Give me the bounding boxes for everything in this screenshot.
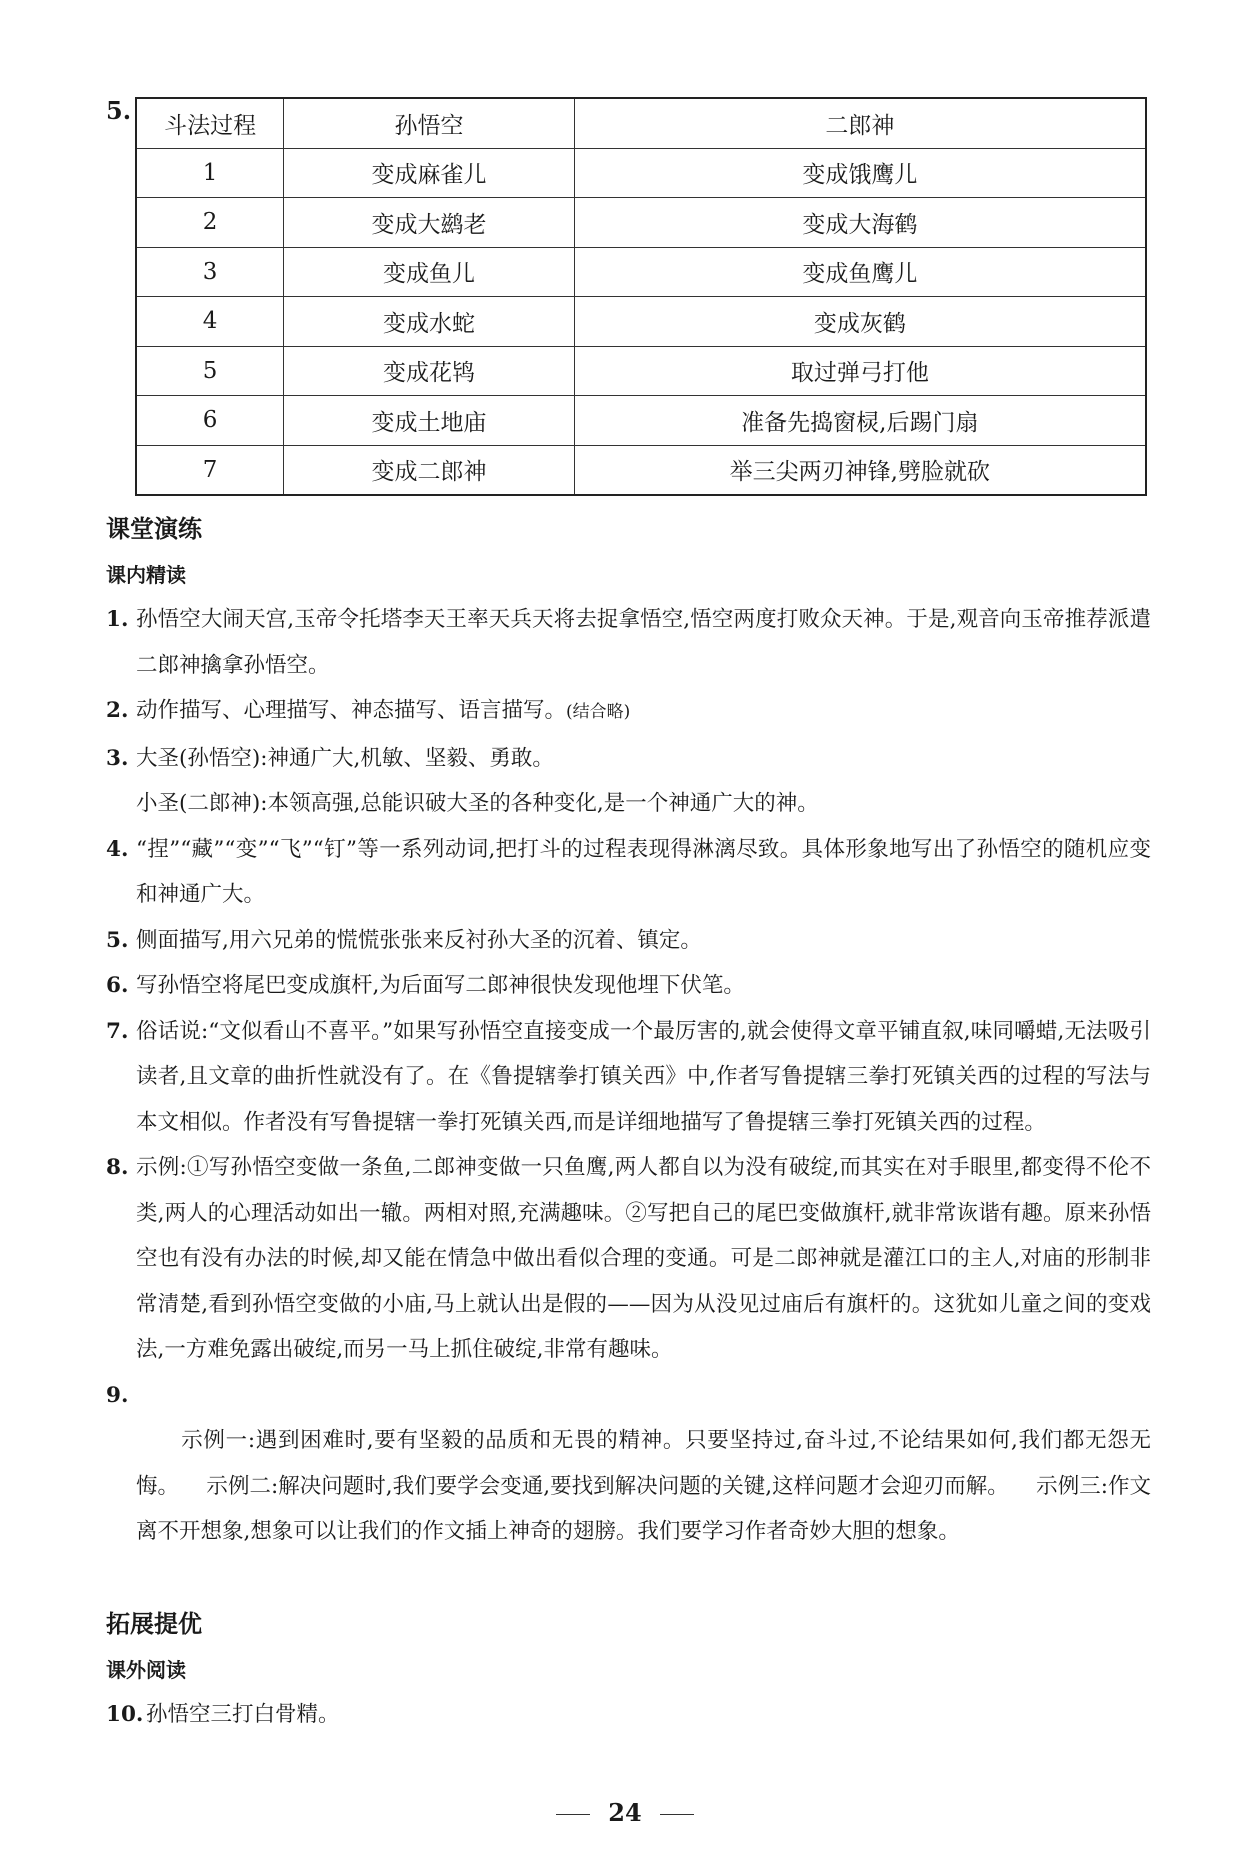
table-row <box>136 297 1146 347</box>
footer-dash <box>660 1814 694 1815</box>
answer-number: 10. <box>106 1702 144 1727</box>
answer-text: 孙悟空三打白骨精。 <box>146 1702 340 1727</box>
answer-text: 俗话说:“文似看山不喜平。”如果写孙悟空直接变成一个最厉害的,就会使得文章平铺直叙,味同嚼蜡,无法吸引读者,且文章的曲折性就没有了。在《鲁提辖拳打镇关西》中,作者写鲁提辖三拳打死镇关西的过程的写法与本文相似。作者没有写鲁提辖一拳打死镇关西,而是详细地描写了鲁提辖三拳打死镇关西的过程。 <box>136 1018 1151 1135</box>
header-cell: 斗法过程 <box>136 98 284 148</box>
table-row <box>136 198 1146 248</box>
answer-text: 示例一:遇到困难时,要有坚毅的品质和无畏的精神。只要坚持过,奋斗过,不论结果如何,我们都无怨无悔。 示例二:解决问题时,我们要学会变通,要找到解决问题的关键,这样问题才会迎刃而解。 示例三:作文离不开想象,想象可以让我们的作文插上神奇的翅膀。我们要学习作者奇妙大胆的想象。 <box>136 1428 1151 1544</box>
answers-content <box>106 505 1151 1738</box>
answer-item <box>106 963 1151 1009</box>
answer-text: 动作描写、心理描写、神态描写、语言描写。 <box>136 698 567 723</box>
page-number: 24 <box>608 1798 642 1827</box>
table-cell: 变成鱼鹰儿 <box>574 247 1146 297</box>
table-cell: 3 <box>136 247 284 297</box>
answer-line: 大圣(孙悟空):神通广大,机敏、坚毅、勇敢。 <box>136 745 554 771</box>
answer-item <box>106 688 1151 736</box>
table-row <box>136 148 1146 198</box>
table-cell: 6 <box>136 396 284 446</box>
footer-dash <box>556 1814 590 1815</box>
answer-number: 2. <box>106 698 129 723</box>
table-cell: 变成二郎神 <box>284 445 574 495</box>
answer-line: 小圣(二郎神):本领高强,总能识破大圣的各种变化,是一个神通广大的神。 <box>136 791 819 816</box>
battle-table <box>135 97 1147 496</box>
answer-number: 6. <box>106 973 129 998</box>
answer-number: 9. <box>106 1382 129 1408</box>
table-cell: 1 <box>136 148 284 198</box>
table-cell: 4 <box>136 297 284 347</box>
table-cell: 变成鱼儿 <box>284 247 574 297</box>
table-cell: 变成水蛇 <box>284 297 574 347</box>
table-cell: 变成麻雀儿 <box>284 148 574 198</box>
answer-item <box>106 1009 1151 1146</box>
section-subtitle: 课外阅读 <box>106 1658 186 1682</box>
answer-number: 8. <box>106 1155 129 1180</box>
header-cell: 孙悟空 <box>284 98 574 148</box>
answer-number: 3. <box>106 745 129 771</box>
table-row <box>136 247 1146 297</box>
answer-item <box>106 918 1151 964</box>
answer-item <box>106 1145 1151 1373</box>
answer-text: 示例:①写孙悟空变做一条鱼,二郎神变做一只鱼鹰,两人都自以为没有破绽,而其实在对手眼里,都变得不伦不类,两人的心理活动如出一辙。两相对照,充满趣味。②写把自己的尾巴变做旗杆,就非常诙谐有趣。原来孙悟空也有没有办法的时候,却又能在情急中做出看似合理的变通。可是二郎神就是灌江口的主人,对庙的形制非常清楚,看到孙悟空变做的小庙,马上就认出是假的——因为从没见过庙后有旗杆的。这犹如儿童之间的变戏法,一方难免露出破绽,而另一马上抓住破绽,非常有趣味。 <box>136 1155 1151 1362</box>
table-cell: 2 <box>136 198 284 248</box>
answer-item <box>106 597 1151 688</box>
table-cell: 变成花鸨 <box>284 346 574 396</box>
table-row <box>136 346 1146 396</box>
answer-note: (结合略) <box>566 702 631 722</box>
section-title: 拓展提优 <box>106 1610 202 1638</box>
table-cell: 举三尖两刃神锋,劈脸就砍 <box>574 445 1146 495</box>
section-subtitle: 课内精读 <box>106 563 186 587</box>
table-cell: 5 <box>136 346 284 396</box>
table-header-row <box>136 98 1146 148</box>
answer-number: 5. <box>106 927 129 953</box>
answer-text: 写孙悟空将尾巴变成旗杆,为后面写二郎神很快发现他埋下伏笔。 <box>136 973 745 998</box>
table-row <box>136 445 1146 495</box>
table-cell: 变成灰鹤 <box>574 297 1146 347</box>
question-number: 5. <box>106 96 132 125</box>
table-cell: 变成土地庙 <box>284 396 574 446</box>
table-cell: 7 <box>136 445 284 495</box>
table-row <box>136 396 1146 446</box>
header-cell: 二郎神 <box>574 98 1146 148</box>
answer-text: “捏”“藏”“变”“飞”“钉”等一系列动词,把打斗的过程表现得淋漓尽致。具体形象地写出了孙悟空的随机应变和神通广大。 <box>136 836 1151 907</box>
answer-number: 4. <box>106 836 129 862</box>
answer-text: 侧面描写,用六兄弟的慌慌张张来反衬孙大圣的沉着、镇定。 <box>136 927 702 953</box>
answer-number: 1. <box>106 607 129 632</box>
page-footer <box>0 1798 1250 1827</box>
table-cell: 取过弹弓打他 <box>574 346 1146 396</box>
table-cell: 变成饿鹰儿 <box>574 148 1146 198</box>
table-cell: 变成大海鹤 <box>574 198 1146 248</box>
table-cell: 变成大鹚老 <box>284 198 574 248</box>
answer-text: 孙悟空大闹天宫,玉帝令托塔李天王率天兵天将去捉拿悟空,悟空两度打败众天神。于是,观音向玉帝推荐派遣二郎神擒拿孙悟空。 <box>136 607 1151 678</box>
answer-item <box>106 1373 1151 1601</box>
answer-item <box>106 827 1151 918</box>
answer-item <box>106 736 1151 827</box>
answer-number: 7. <box>106 1018 129 1044</box>
answer-item <box>106 1692 1151 1738</box>
table-cell: 准备先捣窗棂,后踢门扇 <box>574 396 1146 446</box>
section-title: 课堂演练 <box>106 515 202 543</box>
